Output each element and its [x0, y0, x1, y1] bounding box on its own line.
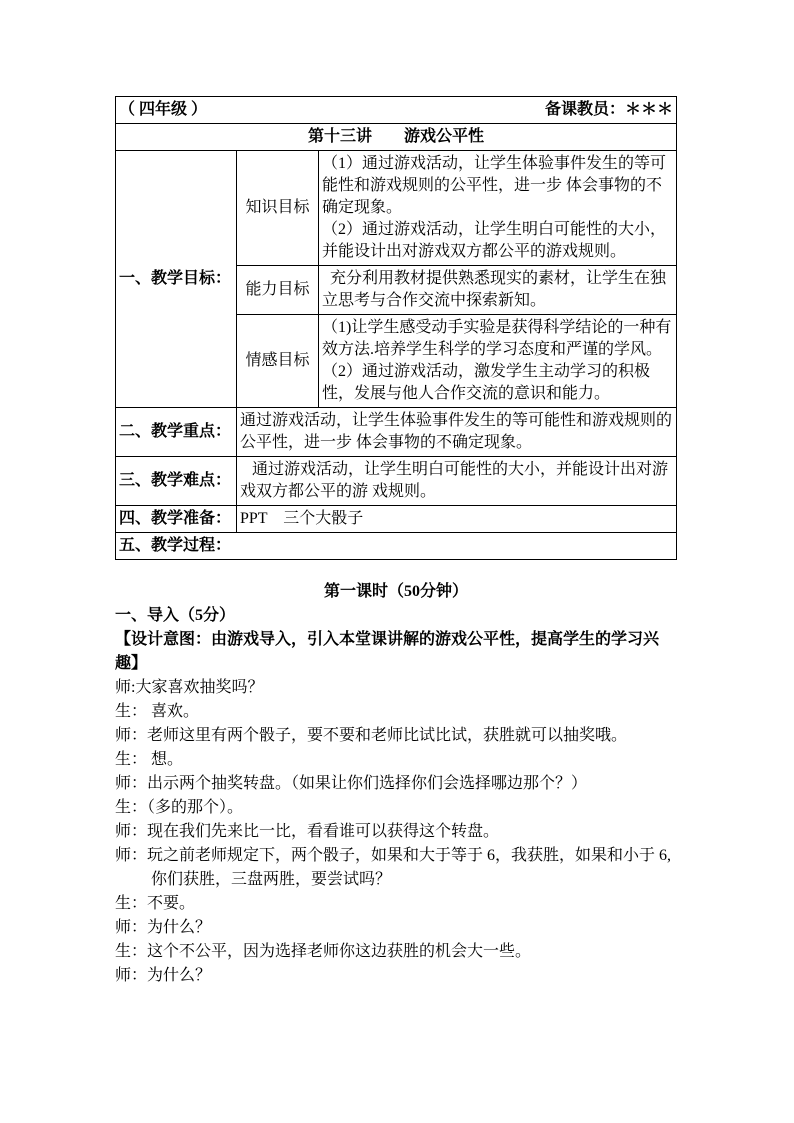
- header-cell: [116, 97, 677, 124]
- preparation-row: [116, 506, 677, 533]
- emotion-goal-content: [319, 315, 677, 408]
- knowledge-goal-label: 知识目标: [237, 151, 319, 266]
- knowledge-goal-content: [319, 151, 677, 266]
- dialogue-line: 师：为什么？: [115, 919, 212, 936]
- difficulty-row: [116, 457, 677, 506]
- difficulty-label: 三、教学难点：: [116, 457, 237, 506]
- preparation-label: 四、教学准备：: [116, 506, 237, 533]
- lesson-process: [115, 580, 677, 988]
- design-intent-note: 【设计意图：由游戏导入，引入本堂课讲解的游戏公平性，提高学生的学习兴趣】: [115, 631, 660, 672]
- emotion-goal-p1: （1)让学生感受动手实验是获得科学结论的一种有效方法.培养学生科学的学习态度和严谨的学风。: [322, 319, 672, 358]
- key-point-row: [116, 408, 677, 457]
- dialogue-line: 师：老师这里有两个骰子，要不要和老师比试比试，获胜就可以抽奖哦。: [115, 727, 628, 744]
- dialogue-line: 生： 喜欢。: [115, 703, 200, 720]
- difficulty-content: 通过游戏活动，让学生明白可能性的大小，并能设计出对游戏双方都公平的游 戏规则。: [237, 457, 677, 506]
- process-row: [116, 533, 677, 560]
- emotion-goal-label: 情感目标: [237, 315, 319, 408]
- dialogue-line: 生： 想。: [115, 751, 184, 768]
- header-row: [116, 97, 677, 124]
- knowledge-goal-row: [116, 151, 677, 266]
- lesson-title: 第十三讲 游戏公平性: [116, 124, 677, 151]
- title-row: [116, 124, 677, 151]
- dialogue-line: 生：这个不公平，因为选择老师你这边获胜的机会大一些。: [115, 943, 532, 960]
- dialogue-line: 师：现在我们先来比一比，看看谁可以获得这个转盘。: [115, 823, 500, 840]
- dialogue-line: 师：玩之前老师规定下，两个骰子，如果和大于等于 6，我获胜，如果和小于 6,: [115, 847, 672, 864]
- page-content: [115, 96, 677, 988]
- header-flex: [119, 99, 673, 121]
- ability-goal-p1: 充分利用教材提供熟悉现实的素材，让学生在独立思考与合作交流中探索新知。: [322, 270, 667, 309]
- key-point-label: 二、教学重点：: [116, 408, 237, 457]
- goals-label: 一、教学目标：: [116, 151, 237, 408]
- teacher-label: 备课教员：＊＊＊: [544, 101, 673, 118]
- dialogue-line: 师:大家喜欢抽奖吗？: [115, 679, 264, 696]
- grade-label: （ 四年级 ）: [119, 101, 208, 118]
- dialogue-line-continuation: 你们获胜，三盘两胜，要尝试吗？: [151, 871, 392, 888]
- emotion-goal-p2: （2）通过游戏活动，激发学生主动学习的积极性，发展与他人合作交流的意识和能力。: [322, 363, 651, 402]
- key-point-content: 通过游戏活动，让学生体验事件发生的等可能性和游戏规则的公平性，进一步 体会事物的不确定现象。: [237, 408, 677, 457]
- ability-goal-content: [319, 266, 677, 315]
- session-title: 第一课时（50分钟）: [323, 583, 468, 600]
- section-heading: 一、导入（5分）: [115, 607, 236, 624]
- ability-goal-label: 能力目标: [237, 266, 319, 315]
- knowledge-goal-p2: （2）通过游戏活动，让学生明白可能性的大小，并能设计出对游戏双方都公平的游戏规则。: [322, 221, 667, 260]
- dialogue-line: 师：出示两个抽奖转盘。（如果让你们选择你们会选择哪边那个？）: [115, 775, 588, 792]
- preparation-content: PPT 三个大骰子: [237, 506, 677, 533]
- dialogue-line: 生：不要。: [115, 895, 196, 912]
- dialogue-line: 师：为什么？: [115, 967, 212, 984]
- lesson-plan-table: [115, 96, 677, 560]
- process-label: 五、教学过程：: [116, 533, 677, 560]
- knowledge-goal-p1: （1）通过游戏活动，让学生体验事件发生的等可能性和游戏规则的公平性，进一步 体会事物的不确定现象。: [322, 155, 667, 216]
- dialogue-line: 生：（多的那个）。: [115, 799, 244, 816]
